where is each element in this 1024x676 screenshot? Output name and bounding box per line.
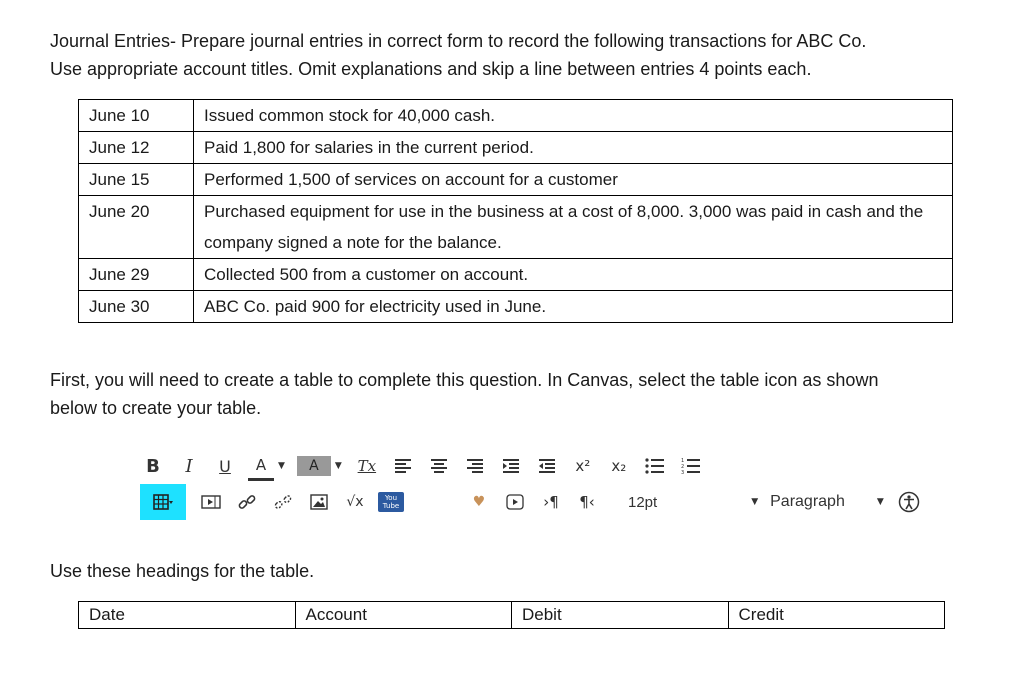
transaction-description: Performed 1,500 of services on account for a customer [194,164,953,196]
unlink-icon[interactable] [270,489,296,515]
headings-intro-text: Use these headings for the table. [50,561,315,581]
embed-icon[interactable] [502,489,528,515]
font-size-select[interactable]: 12pt [628,493,658,511]
intro-paragraph [50,27,990,83]
table-row [79,132,953,164]
bold-button[interactable]: B [146,455,160,477]
transaction-description: Purchased equipment for use in the business at a cost of 8,000. 3,000 was paid in cash and the company signed a note for the balance. [194,196,953,259]
italic-button[interactable]: I [185,455,193,477]
transaction-date: June 10 [79,100,194,132]
table-row [79,291,953,323]
table-row [79,196,953,259]
image-icon[interactable] [306,489,332,515]
indent-icon[interactable] [498,453,524,479]
transaction-date: June 29 [79,259,194,291]
table-button[interactable] [140,484,186,520]
ltr-direction-icon[interactable]: ›¶ [543,493,559,511]
table-row [79,259,953,291]
transactions-table [78,99,953,323]
transaction-description: Collected 500 from a customer on account. [194,259,953,291]
intro-line-2: Use appropriate account titles. Omit explanations and skip a line between entries 4 points each. [50,59,812,79]
font-color-button[interactable]: A [248,452,274,481]
heart-icon[interactable]: ♥ [472,494,486,510]
align-center-icon[interactable] [426,453,452,479]
editor-toolbar-row-1 [140,450,714,482]
youtube-icon[interactable]: You Tube [378,492,404,512]
heading-credit: Credit [728,602,945,629]
rtl-direction-icon[interactable]: ¶‹ [579,493,595,511]
accessibility-icon[interactable] [896,489,922,515]
heading-date: Date [79,602,296,629]
table-row [79,164,953,196]
editor-toolbar-row-2 [140,486,980,518]
heading-account: Account [295,602,512,629]
svg-text:2: 2 [680,464,685,470]
instruction-line-1: First, you will need to create a table to complete this question. In Canvas, select the table icon as shown [50,370,879,390]
transaction-date: June 12 [79,132,194,164]
svg-text:3: 3 [680,470,685,474]
headings-table [78,601,945,629]
media-icon[interactable] [198,489,224,515]
transaction-description: ABC Co. paid 900 for electricity used in June. [194,291,953,323]
table-row [79,602,945,629]
svg-text:1: 1 [680,458,685,464]
instruction-paragraph [50,366,990,422]
outdent-icon[interactable] [534,453,560,479]
superscript-button[interactable]: x² [575,457,591,475]
block-format-select[interactable]: Paragraph [770,493,845,510]
align-right-icon[interactable] [462,453,488,479]
table-row [79,100,953,132]
transaction-date: June 15 [79,164,194,196]
subscript-button[interactable]: x₂ [611,457,627,475]
underline-button[interactable]: U [219,456,231,476]
chevron-down-icon[interactable]: ▼ [876,497,884,507]
numbered-list-icon[interactable] [678,453,704,479]
heading-debit: Debit [512,602,729,629]
intro-line-1: Journal Entries- Prepare journal entries in correct form to record the following transactions for ABC Co. [50,31,867,51]
instruction-line-2: below to create your table. [50,398,262,418]
headings-intro [50,557,990,585]
equation-icon[interactable]: √x [346,494,364,510]
transaction-description: Issued common stock for 40,000 cash. [194,100,953,132]
chevron-down-icon[interactable]: ▼ [751,497,759,507]
transaction-date: June 30 [79,291,194,323]
clear-formatting-button[interactable]: Tx [357,457,377,475]
align-left-icon[interactable] [390,453,416,479]
background-color-button[interactable]: A [297,456,331,476]
chevron-down-icon[interactable]: ▼ [278,461,285,471]
transaction-description: Paid 1,800 for salaries in the current period. [194,132,953,164]
transaction-date: June 20 [79,196,194,259]
link-icon[interactable] [234,489,260,515]
bulleted-list-icon[interactable] [642,453,668,479]
chevron-down-icon[interactable]: ▼ [334,461,342,471]
